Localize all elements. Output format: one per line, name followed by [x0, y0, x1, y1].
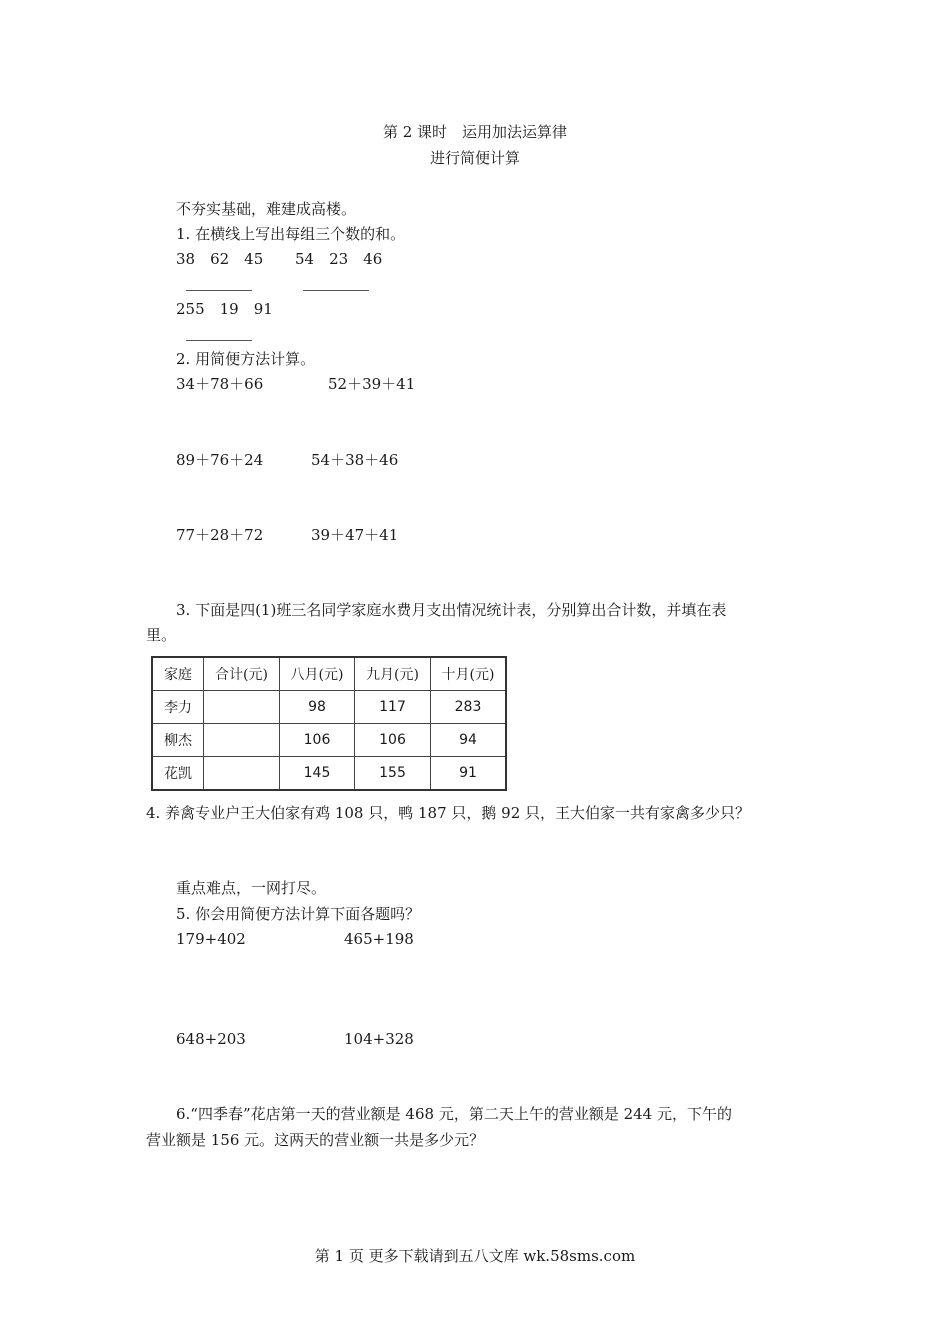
row-sep: 106 [355, 724, 431, 757]
row-sep: 117 [355, 691, 431, 724]
q5-expr-3: 648+203 [176, 1030, 246, 1048]
answer-line-a[interactable] [186, 290, 252, 291]
q6-text-line-1: 6.“四季春”花店第一天的营业额是 468 元，第二天上午的营业额是 244 元，下午的 [176, 1105, 732, 1123]
row-oct: 283 [431, 691, 507, 724]
table-header-row [152, 657, 506, 691]
answer-line-c[interactable] [186, 340, 252, 341]
q6-text-line-2: 营业额是 156 元。这两天的营业额一共是多少元？ [146, 1131, 485, 1149]
q5-expr-2: 465+198 [344, 930, 414, 948]
row-aug: 145 [280, 757, 355, 791]
q3-text-line-1: 3. 下面是四(1)班三名同学家庭水费月支出情况统计表，分别算出合计数，并填在表 [176, 601, 727, 619]
section2-heading: 重点难点，一网打尽。 [176, 879, 327, 897]
table-row [152, 724, 506, 757]
title-line-1: 第 2 课时 运用加法运算律 [382, 123, 568, 141]
header-family: 家庭 [152, 657, 204, 691]
q2-expr-5: 77＋28＋72 [176, 526, 264, 544]
q5-text: 5. 你会用简便方法计算下面各题吗？ [176, 905, 421, 923]
q2-expr-1: 34＋78＋66 [176, 375, 264, 393]
q1-group-c: 255 19 91 [176, 300, 273, 318]
page-footer: 第 1 页 更多下载请到五八文库 wk.58sms.com [314, 1247, 636, 1265]
row-total-input[interactable] [204, 757, 280, 791]
header-september: 九月(元) [355, 657, 431, 691]
row-oct: 94 [431, 724, 507, 757]
q2-expr-4: 54＋38＋46 [311, 451, 399, 469]
q1-group-a: 38 62 45 [176, 250, 264, 268]
table-row [152, 757, 506, 791]
header-total: 合计(元) [204, 657, 280, 691]
q4-text: 4. 养禽专业户王大伯家有鸡 108 只，鸭 187 只，鹅 92 只，王大伯家一共有家禽多少只？ [146, 804, 751, 822]
q2-expr-3: 89＋76＋24 [176, 451, 264, 469]
q5-expr-4: 104+328 [344, 1030, 414, 1048]
row-sep: 155 [355, 757, 431, 791]
row-name: 花凯 [152, 757, 204, 791]
q2-expr-2: 52＋39＋41 [328, 375, 416, 393]
row-aug: 106 [280, 724, 355, 757]
q2-text: 2. 用简便方法计算。 [176, 350, 316, 368]
row-oct: 91 [431, 757, 507, 791]
table-row [152, 691, 506, 724]
q2-expr-6: 39＋47＋41 [311, 526, 399, 544]
row-name: 柳杰 [152, 724, 204, 757]
row-aug: 98 [280, 691, 355, 724]
expense-table [151, 656, 507, 791]
section1-heading: 不夯实基础，难建成高楼。 [176, 200, 357, 218]
q1-text: 1. 在横线上写出每组三个数的和。 [176, 225, 406, 243]
header-october: 十月(元) [431, 657, 507, 691]
q3-text-line-2: 里。 [146, 626, 177, 644]
q5-expr-1: 179+402 [176, 930, 246, 948]
header-august: 八月(元) [280, 657, 355, 691]
row-total-input[interactable] [204, 724, 280, 757]
answer-line-b[interactable] [303, 290, 369, 291]
q1-group-b: 54 23 46 [295, 250, 383, 268]
title-line-2: 进行简便计算 [429, 149, 520, 167]
row-total-input[interactable] [204, 691, 280, 724]
row-name: 李力 [152, 691, 204, 724]
